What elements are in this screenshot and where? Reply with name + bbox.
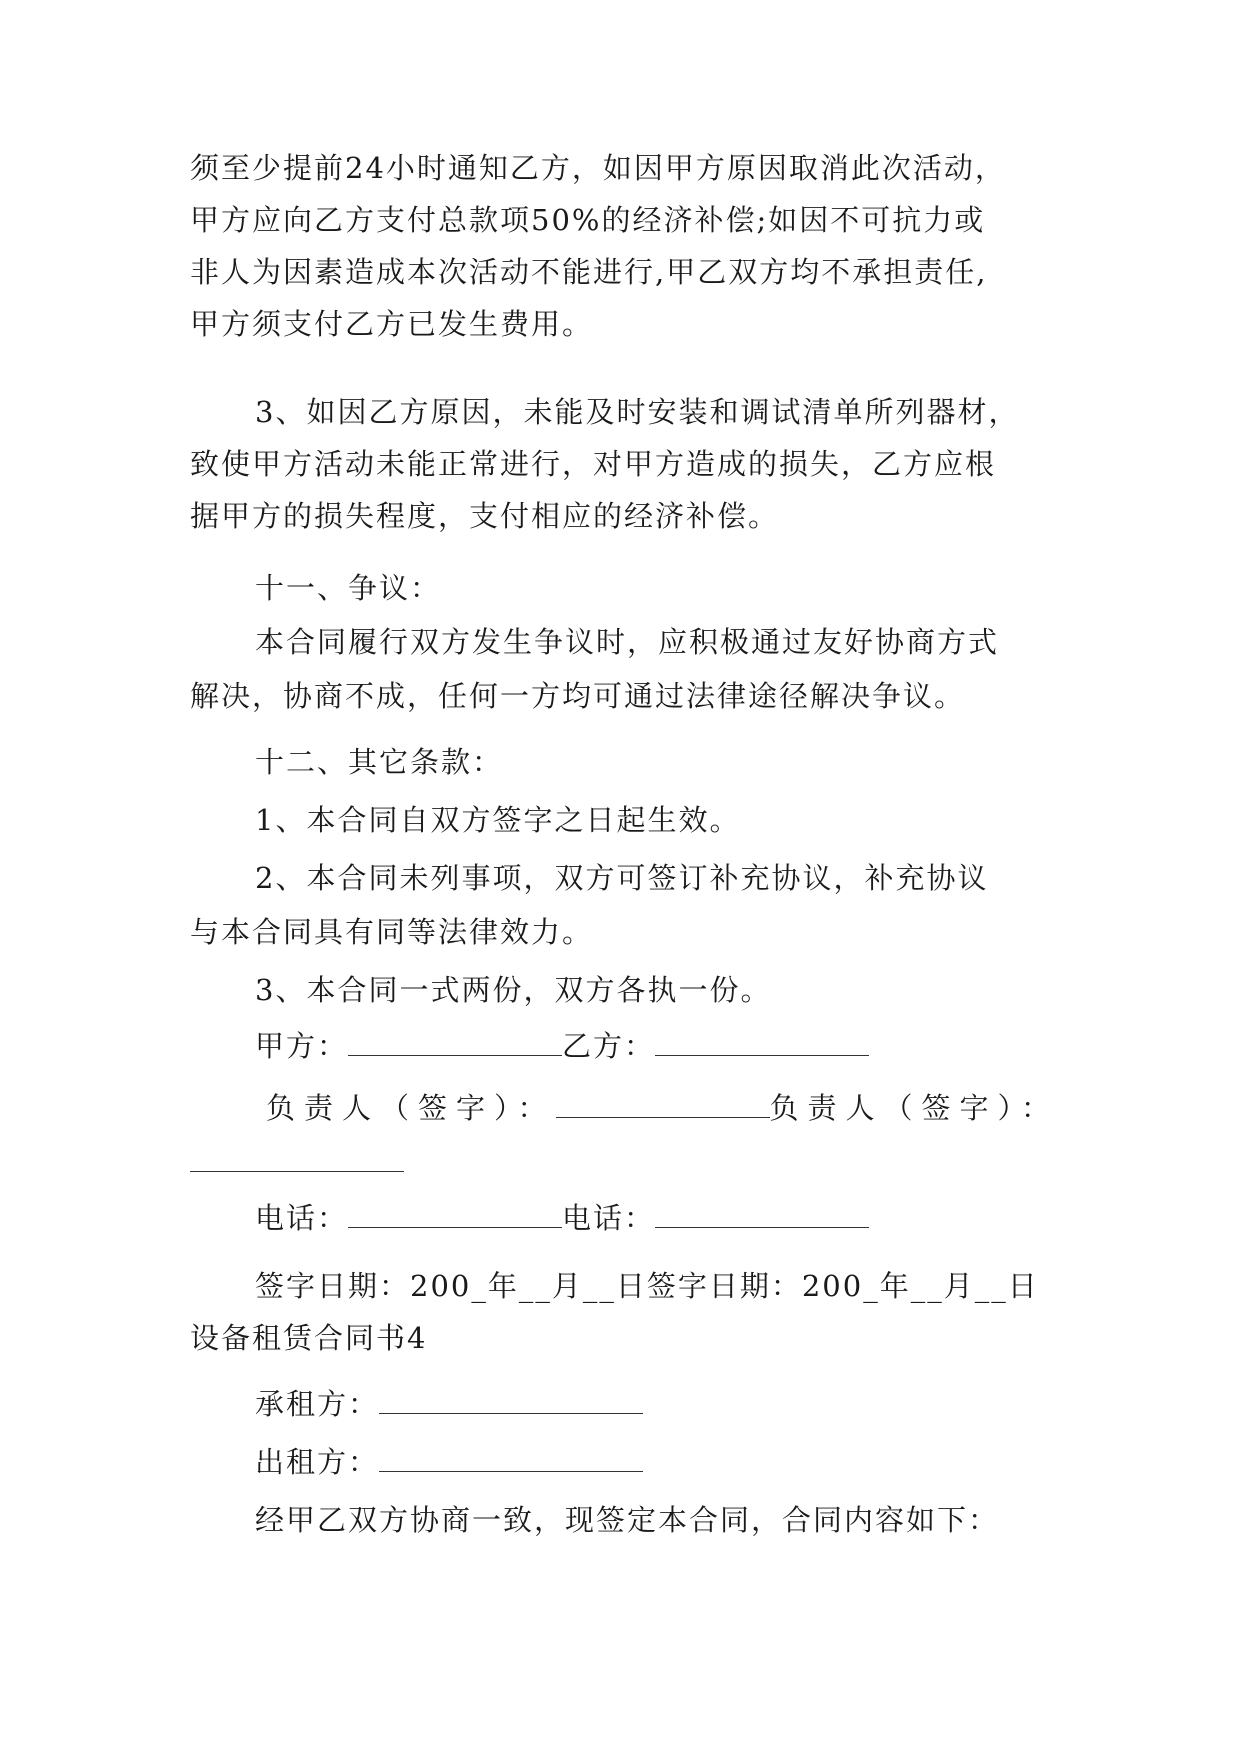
signature-person-row — [266, 1088, 1059, 1128]
paragraph-line: 甲方须支付乙方已发生费用。 — [190, 307, 594, 341]
lessor-label: 出租方： — [255, 1445, 380, 1479]
party-a-blank — [348, 1031, 562, 1056]
lessor-row — [255, 1442, 643, 1482]
phone-a-blank — [348, 1203, 562, 1228]
phone-a-label: 电话： — [255, 1201, 349, 1235]
person-in-charge-a-label: 负责人（签字）： — [266, 1091, 556, 1125]
lessor-blank — [379, 1447, 643, 1472]
party-b-blank — [655, 1031, 869, 1056]
paragraph-line: 据甲方的损失程度，支付相应的经济补偿。 — [190, 499, 780, 533]
phone-b-label: 电话： — [562, 1201, 656, 1235]
paragraph-line: 解决，协商不成，任何一方均可通过法律途径解决争议。 — [190, 679, 966, 713]
section-heading-other-terms: 十二、其它条款： — [255, 745, 504, 779]
paragraph-line: 非人为因素造成本次活动不能进行,甲乙双方均不承担责任, — [190, 255, 988, 289]
phone-b-blank — [655, 1203, 869, 1228]
paragraph-line: 须至少提前24小时通知乙方，如因甲方原因取消此次活动， — [190, 151, 1006, 185]
paragraph-line: 本合同履行双方发生争议时，应积极通过友好协商方式 — [255, 625, 1000, 659]
person-in-charge-b-blank — [190, 1147, 404, 1172]
lessee-label: 承租方： — [255, 1387, 380, 1421]
lessee-row — [255, 1384, 643, 1424]
intro-line: 经甲乙双方协商一致，现签定本合同，合同内容如下： — [255, 1503, 1000, 1537]
term-1: 1、本合同自双方签字之日起生效。 — [255, 803, 741, 837]
paragraph-line: 致使甲方活动未能正常进行，对甲方造成的损失，乙方应根 — [190, 447, 997, 481]
party-a-label: 甲方： — [255, 1029, 349, 1063]
section-heading-dispute: 十一、争议： — [255, 571, 442, 605]
paragraph-line: 甲方应向乙方支付总款项50%的经济补偿;如因不可抗力或 — [190, 203, 986, 237]
lessee-blank — [379, 1389, 643, 1414]
party-b-label: 乙方： — [562, 1029, 656, 1063]
person-in-charge-b-blank-row — [190, 1142, 404, 1182]
person-in-charge-a-blank — [556, 1093, 770, 1118]
term-3: 3、本合同一式两份，双方各执一份。 — [255, 973, 772, 1007]
paragraph-line: 与本合同具有同等法律效力。 — [190, 915, 594, 949]
person-in-charge-b-label: 负责人（签字）： — [769, 1091, 1060, 1125]
signature-phone-row — [255, 1198, 869, 1238]
contract-title: 设备租赁合同书4 — [190, 1321, 428, 1355]
signature-parties-row — [255, 1026, 869, 1066]
term-2: 2、本合同未列事项，双方可签订补充协议，补充协议 — [255, 861, 989, 895]
signature-date-row: 签字日期：200_年__月__日签字日期：200_年__月__日 — [255, 1269, 1039, 1303]
clause-3-line: 3、如因乙方原因，未能及时安装和调试清单所列器材， — [255, 395, 1020, 429]
